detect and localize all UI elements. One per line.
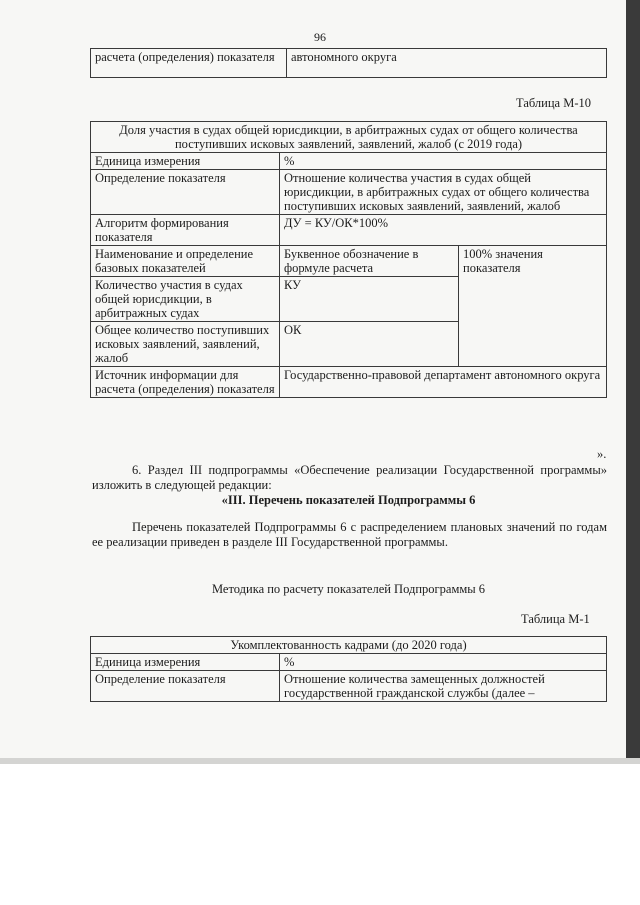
- section-heading: «III. Перечень показателей Подпрограммы 6: [221, 493, 476, 507]
- table-m10-title: Доля участия в судах общей юрисдикции, в арбитражных судах от общего количества поступивших исковых заявлений, заявлений, жалоб (с 2019 года): [91, 122, 607, 153]
- table-m10-caption: Таблица М-10: [516, 96, 591, 110]
- unit-value: %: [280, 153, 607, 170]
- row2-value: ОК: [280, 322, 459, 367]
- algorithm-label: Алгоритм формирования показателя: [91, 215, 280, 246]
- base-value: Буквенное обозначение в формуле расчета: [280, 246, 459, 277]
- row2-label: Общее количество поступивших исковых заявлений, заявлений, жалоб: [91, 322, 280, 367]
- definition-value: Отношение количества участия в судах общей юрисдикции, в арбитражных судах от общего количества поступивших исковых заявлений, заявлений, жалоб: [280, 170, 607, 215]
- m1-unit-label: Единица измерения: [91, 654, 280, 671]
- top-table-right: автономного округа: [287, 49, 607, 78]
- base-target: 100% значения показателя: [459, 246, 607, 367]
- table-m1-caption: Таблица М-1: [521, 612, 590, 626]
- algorithm-value: ДУ = КУ/ОК*100%: [280, 215, 607, 246]
- page-number: 96: [314, 30, 326, 44]
- methodology-title: Методика по расчету показателей Подпрограммы 6: [211, 582, 486, 596]
- source-value: Государственно-правовой департамент автономного округа: [280, 367, 607, 398]
- row1-value: КУ: [280, 277, 459, 322]
- closing-quote: ».: [597, 447, 607, 461]
- section-text: 6. Раздел III подпрограммы «Обеспечение реализации Государственной программы» изложить в следующей редакции:: [92, 463, 607, 492]
- page-bottom-edge: [0, 758, 640, 764]
- table-m1-title: Укомплектованность кадрами (до 2020 года): [91, 637, 607, 654]
- top-table-left: расчета (определения) показателя: [91, 49, 287, 78]
- unit-label: Единица измерения: [91, 153, 280, 170]
- source-label: Источник информации для расчета (определения) показателя: [91, 367, 280, 398]
- m1-definition-value: Отношение количества замещенных должностей государственной гражданской службы (далее –: [280, 671, 607, 702]
- row1-label: Количество участия в судах общей юрисдикции, в арбитражных судах: [91, 277, 280, 322]
- m1-definition-label: Определение показателя: [91, 671, 280, 702]
- scan-edge: [626, 0, 640, 763]
- top-table: [90, 48, 607, 78]
- table-m1: [90, 636, 607, 702]
- definition-label: Определение показателя: [91, 170, 280, 215]
- table-m10: [90, 121, 607, 398]
- section-body: Перечень показателей Подпрограммы 6 с распределением плановых значений по годам ее реализации приведен в разделе III Государственной программы.: [92, 520, 607, 549]
- m1-unit-value: %: [280, 654, 607, 671]
- base-label: Наименование и определение базовых показателей: [91, 246, 280, 277]
